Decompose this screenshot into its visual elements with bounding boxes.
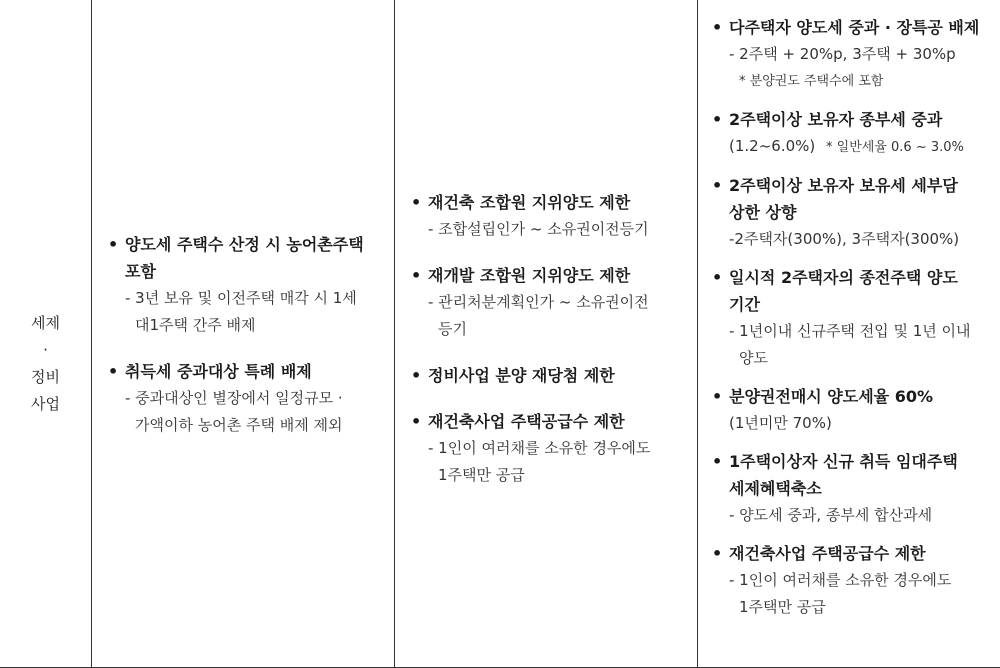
bullet-icon: • — [712, 544, 723, 563]
item-detail: 가액이하 농어촌 주택 배제 제외 — [135, 416, 343, 434]
bullet-icon: • — [411, 193, 422, 212]
list-item — [710, 448, 996, 529]
bullet-icon: • — [411, 412, 422, 431]
heading-line: 취득세 중과대상 특례 배제 — [125, 362, 312, 381]
item-detail: (1년미만 70%) — [729, 414, 832, 432]
item-detail: - 조합설립인가 ~ 소유권이전등기 — [428, 220, 649, 238]
item-heading — [409, 262, 691, 289]
list-item — [710, 264, 996, 372]
heading-line: 다주택자 양도세 중과 · 장특공 배제 — [729, 18, 980, 37]
category-cell — [0, 0, 92, 667]
column-1-list — [106, 231, 388, 439]
item-detail — [710, 133, 996, 161]
item-heading — [710, 14, 996, 41]
item-detail: 양도 — [739, 349, 768, 367]
bullet-icon: • — [712, 387, 723, 406]
heading-line: 2주택이상 보유자 종부세 중과 — [729, 110, 943, 129]
bullet-icon: • — [108, 235, 119, 254]
item-heading — [106, 231, 388, 285]
column-3-list — [710, 14, 996, 621]
bullet-icon: • — [411, 266, 422, 285]
item-detail: - 관리처분계획인가 ~ 소유권이전 — [428, 293, 649, 311]
category-line-1: 세제 — [31, 314, 60, 332]
heading-line: 포함 — [125, 262, 156, 281]
bullet-icon: • — [712, 176, 723, 195]
column-1-cell — [92, 0, 395, 667]
item-detail: - 양도세 중과, 종부세 합산과세 — [729, 506, 933, 524]
heading-line: 분양권전매시 양도세율 60% — [729, 387, 933, 406]
item-detail-value: (1.2~6.0%) — [729, 137, 816, 155]
list-item — [106, 231, 388, 339]
category-dot: · — [43, 341, 48, 359]
list-item — [409, 189, 691, 243]
item-detail: 등기 — [438, 320, 467, 338]
list-item — [409, 408, 691, 489]
item-detail: 대1주택 간주 배제 — [135, 316, 256, 334]
heading-line: 2주택이상 보유자 보유세 세부담 — [729, 176, 958, 195]
item-detail: - 중과대상인 별장에서 일정규모 · — [125, 389, 343, 407]
item-heading — [710, 264, 996, 318]
bullet-icon: • — [411, 366, 422, 385]
bullet-icon: • — [712, 110, 723, 129]
list-item — [710, 540, 996, 621]
item-heading — [106, 358, 388, 385]
item-detail: -2주택자(300%), 3주택자(300%) — [729, 230, 960, 248]
heading-line: 재개발 조합원 지위양도 제한 — [428, 266, 631, 285]
item-detail: - 1인이 여러채를 소유한 경우에도 — [428, 439, 651, 457]
item-heading — [710, 383, 996, 410]
heading-line: 정비사업 분양 재당첨 제한 — [428, 366, 615, 385]
column-2-list — [409, 189, 691, 489]
heading-line: 재건축 조합원 지위양도 제한 — [428, 193, 631, 212]
item-heading — [710, 540, 996, 567]
bullet-icon: • — [108, 362, 119, 381]
item-detail: - 1인이 여러채를 소유한 경우에도 — [729, 571, 952, 589]
item-heading — [710, 448, 996, 502]
item-heading — [710, 106, 996, 133]
item-detail: - 1년이내 신규주택 전입 및 1년 이내 — [729, 322, 971, 340]
heading-line: 양도세 주택수 산정 시 농어촌주택 — [125, 235, 364, 254]
item-note: * 일반세율 0.6 ~ 3.0% — [826, 140, 964, 155]
list-item — [710, 14, 996, 95]
list-item — [710, 106, 996, 161]
column-2-cell — [395, 0, 698, 667]
item-heading — [710, 172, 996, 226]
category-label — [0, 310, 91, 418]
heading-line: 상한 상향 — [729, 203, 797, 222]
bullet-icon: • — [712, 268, 723, 287]
bullet-icon: • — [712, 18, 723, 37]
heading-line: 세제혜택축소 — [729, 479, 822, 498]
item-heading — [409, 408, 691, 435]
item-detail: 1주택만 공급 — [438, 466, 525, 484]
bullet-icon: • — [712, 452, 723, 471]
list-item — [710, 383, 996, 437]
item-detail: - 3년 보유 및 이전주택 매각 시 1세 — [125, 289, 357, 307]
list-item — [409, 262, 691, 343]
item-note: * 분양권도 주택수에 포함 — [739, 74, 884, 89]
heading-line: 일시적 2주택자의 종전주택 양도 — [729, 268, 958, 287]
heading-line: 재건축사업 주택공급수 제한 — [729, 544, 926, 563]
heading-line: 기간 — [729, 295, 760, 314]
list-item — [710, 172, 996, 253]
heading-line: 1주택이상자 신규 취득 임대주택 — [729, 452, 958, 471]
column-3-cell — [698, 0, 1000, 667]
item-detail: 1주택만 공급 — [739, 598, 826, 616]
item-heading — [409, 189, 691, 216]
category-line-3: 사업 — [31, 395, 60, 413]
item-detail: - 2주택 + 20%p, 3주택 + 30%p — [729, 45, 956, 63]
category-line-2: 정비 — [31, 368, 60, 386]
list-item — [106, 358, 388, 439]
list-item — [409, 362, 691, 389]
heading-line: 재건축사업 주택공급수 제한 — [428, 412, 625, 431]
item-heading — [409, 362, 691, 389]
